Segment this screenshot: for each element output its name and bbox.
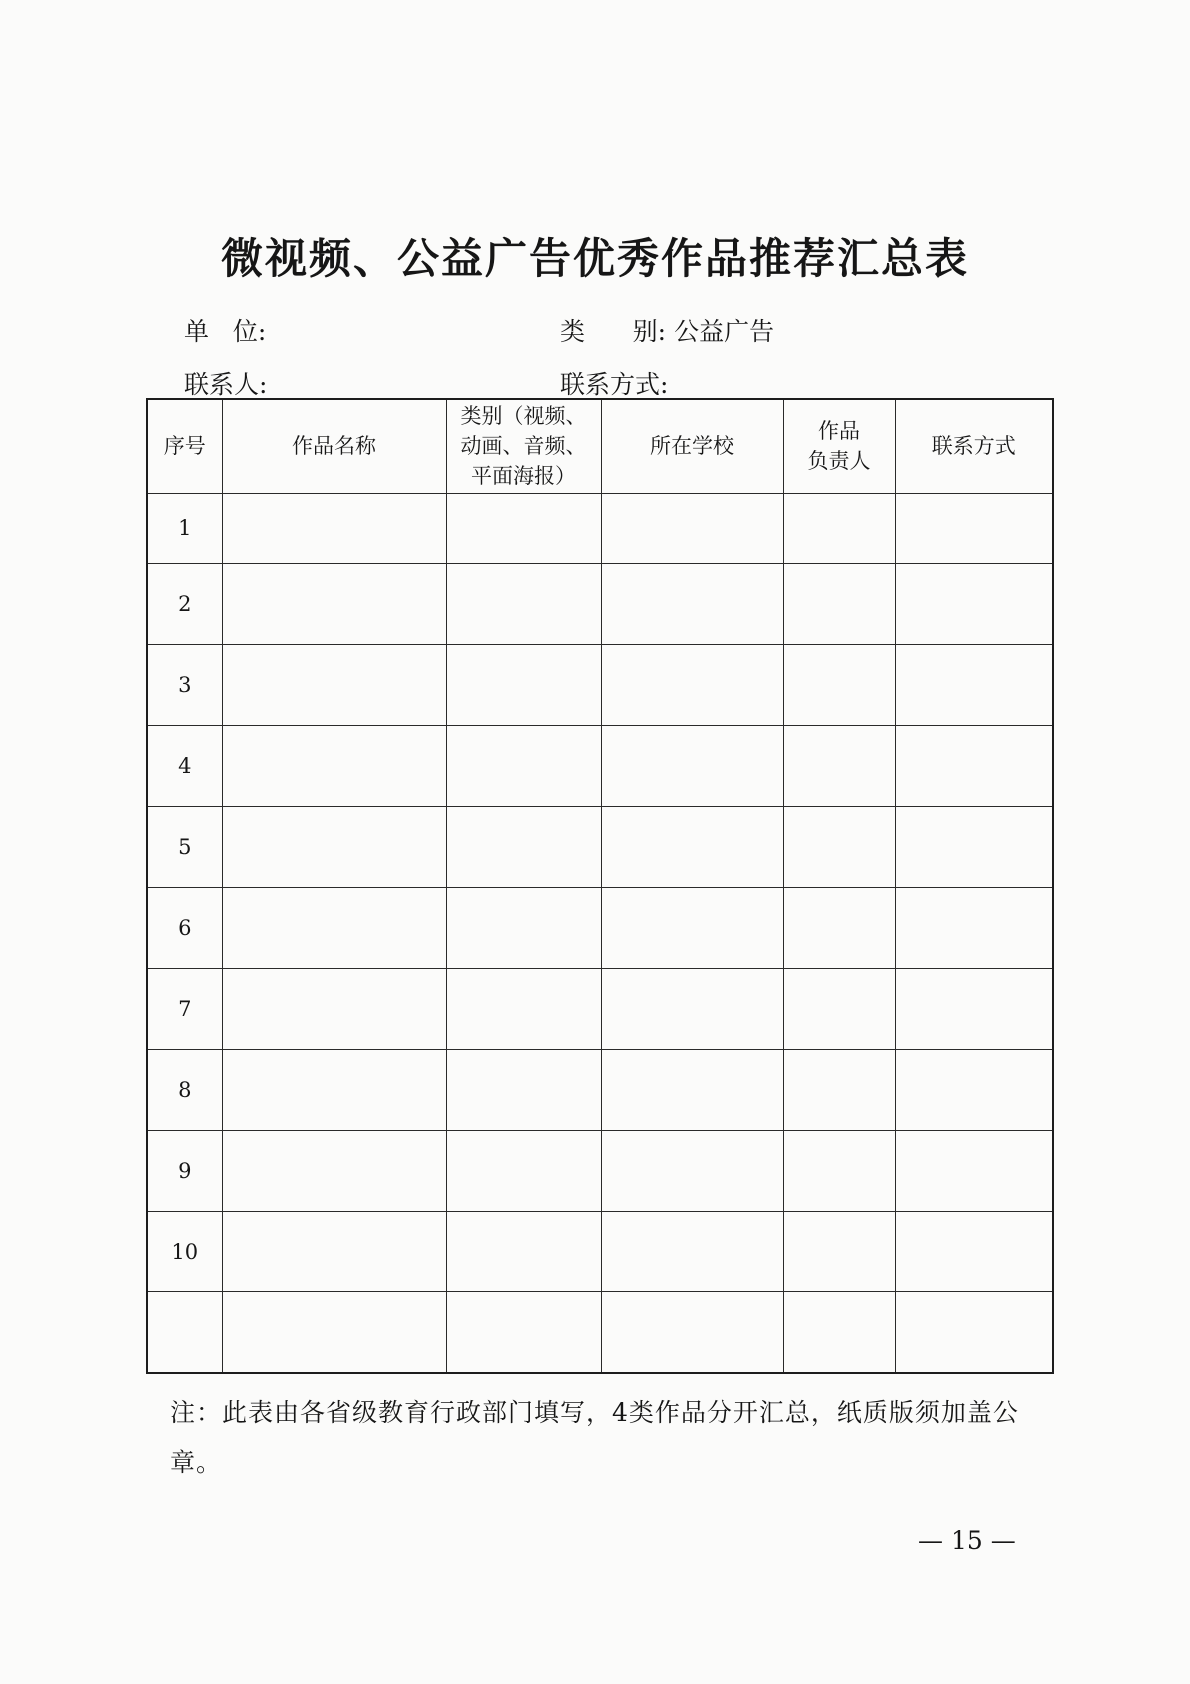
row-number: 4 [147, 726, 222, 807]
header-category-line: 动画、音频、 [460, 434, 587, 459]
row-number: 1 [147, 493, 222, 564]
table-cell [222, 1292, 446, 1373]
table-cell [783, 1049, 895, 1130]
table-cell [222, 726, 446, 807]
header-school: 所在学校 [601, 399, 783, 493]
table-row [147, 564, 1053, 645]
header-category [446, 399, 601, 493]
table-cell [601, 1292, 783, 1373]
table-row [147, 887, 1053, 968]
table-cell [601, 807, 783, 888]
table-cell [895, 1049, 1053, 1130]
category-field [560, 312, 774, 348]
table-header-row [147, 399, 1053, 493]
table-cell [783, 564, 895, 645]
table-row [147, 1211, 1053, 1292]
table-cell [783, 726, 895, 807]
table-row [147, 1049, 1053, 1130]
table-cell [783, 968, 895, 1049]
row-number: 2 [147, 564, 222, 645]
header-work-name: 作品名称 [222, 399, 446, 493]
category-value: 公益广告 [674, 317, 775, 346]
table-cell [446, 493, 601, 564]
table-cell [783, 645, 895, 726]
table-cell [783, 493, 895, 564]
table-cell [895, 807, 1053, 888]
table-cell [446, 887, 601, 968]
table-row [147, 968, 1053, 1049]
contact-method-label: 联系方式: [560, 370, 669, 399]
table-cell [601, 726, 783, 807]
row-number: 5 [147, 807, 222, 888]
header-serial: 序号 [147, 399, 222, 493]
table-cell [446, 1292, 601, 1373]
table-cell [895, 493, 1053, 564]
header-owner [783, 399, 895, 493]
table-cell [783, 1292, 895, 1373]
table-cell [601, 1049, 783, 1130]
row-number [147, 1292, 222, 1373]
table-cell [446, 564, 601, 645]
footnote: 注：此表由各省级教育行政部门填写，4类作品分开汇总，纸质版须加盖公章。 [170, 1398, 1019, 1477]
row-number: 8 [147, 1049, 222, 1130]
table-cell [895, 887, 1053, 968]
table-row [147, 493, 1053, 564]
table-cell [895, 1130, 1053, 1211]
table-cell [222, 1049, 446, 1130]
table-cell [895, 968, 1053, 1049]
table-cell [895, 726, 1053, 807]
table-cell [601, 1130, 783, 1211]
table-cell [222, 887, 446, 968]
page-title: 微视频、公益广告优秀作品推荐汇总表 [220, 234, 969, 283]
table-cell [601, 887, 783, 968]
table-cell [446, 726, 601, 807]
table-cell [783, 1130, 895, 1211]
table-cell [222, 645, 446, 726]
unit-label: 单 位: [184, 317, 267, 346]
table-cell [601, 645, 783, 726]
page-number: — 15 — [918, 1526, 1016, 1555]
table-cell [783, 1211, 895, 1292]
table-cell [601, 968, 783, 1049]
table-cell [222, 564, 446, 645]
table-cell [446, 1049, 601, 1130]
table-cell [446, 1211, 601, 1292]
table-cell [446, 1130, 601, 1211]
table-cell [222, 493, 446, 564]
header-contact: 联系方式 [895, 399, 1053, 493]
table-cell [222, 1211, 446, 1292]
table-cell [446, 807, 601, 888]
table-cell [222, 807, 446, 888]
table-cell [895, 1292, 1053, 1373]
table-row [147, 807, 1053, 888]
table-cell [783, 887, 895, 968]
table-cell [601, 493, 783, 564]
row-number: 9 [147, 1130, 222, 1211]
table-row [147, 645, 1053, 726]
table-cell [446, 968, 601, 1049]
row-number: 6 [147, 887, 222, 968]
header-owner-line: 作品 [818, 419, 860, 444]
table-cell [222, 968, 446, 1049]
contact-label: 联系人: [184, 370, 268, 399]
table-cell [601, 564, 783, 645]
table-cell [446, 645, 601, 726]
row-number: 7 [147, 968, 222, 1049]
header-owner-line: 负责人 [807, 449, 871, 474]
table-cell [601, 1211, 783, 1292]
table-row [147, 726, 1053, 807]
table-cell [895, 645, 1053, 726]
row-number: 3 [147, 645, 222, 726]
table-cell [895, 564, 1053, 645]
category-label: 类 别: [560, 317, 667, 346]
recommendation-table [146, 398, 1054, 1374]
table-cell [895, 1211, 1053, 1292]
header-category-line: 类别（视频、 [460, 404, 587, 429]
row-number: 10 [147, 1211, 222, 1292]
table-row [147, 1292, 1053, 1373]
table-cell [222, 1130, 446, 1211]
header-category-line: 平面海报） [471, 464, 576, 489]
table-cell [783, 807, 895, 888]
table-row [147, 1130, 1053, 1211]
